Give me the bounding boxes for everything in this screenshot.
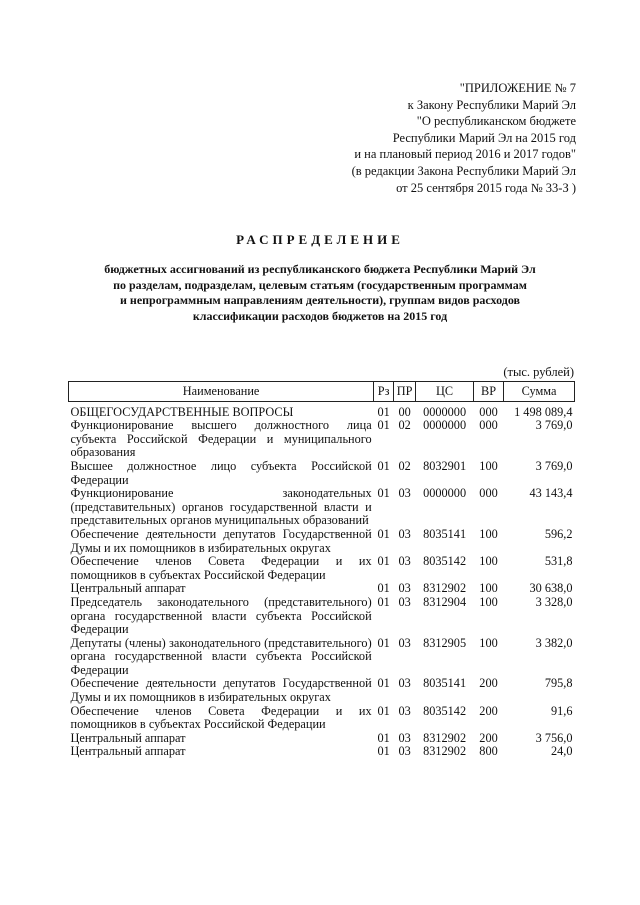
cell-pr: 02 xyxy=(398,418,411,433)
cell-rz: 01 xyxy=(377,554,390,569)
cell-pr: 03 xyxy=(398,676,411,691)
cell-vr: 200 xyxy=(479,730,498,745)
cell-pr: 03 xyxy=(398,526,411,541)
cell-rz: 01 xyxy=(377,486,390,501)
cell-name: Функционирование высшего должностного лица субъекта Российской Федерации и муниципального образования xyxy=(70,418,372,460)
document-title: РАСПРЕДЕЛЕНИЕ xyxy=(236,232,404,247)
cell-name: Высшее должностное лицо субъекта Российской Федерации xyxy=(70,458,372,487)
cell-vr: 100 xyxy=(479,526,498,541)
cell-cs: 8032901 xyxy=(423,458,467,473)
annex-header-line: "О республиканском бюджете xyxy=(416,114,576,129)
cell-rz: 01 xyxy=(377,744,390,759)
cell-vr: 100 xyxy=(479,458,498,473)
cell-cs: 8035142 xyxy=(423,554,467,569)
cell-name: Центральный аппарат xyxy=(70,581,186,596)
cell-cs: 8312904 xyxy=(423,594,467,609)
cell-sum: 3 382,0 xyxy=(535,635,573,650)
cell-rz: 01 xyxy=(377,581,390,596)
cell-pr: 03 xyxy=(398,703,411,718)
cell-vr: 100 xyxy=(479,554,498,569)
cell-rz: 01 xyxy=(377,458,390,473)
table-row xyxy=(69,745,575,759)
header-rz: Рз xyxy=(374,382,394,402)
cell-pr: 03 xyxy=(398,554,411,569)
cell-vr: 100 xyxy=(479,594,498,609)
header-vr: ВР xyxy=(474,382,504,402)
cell-cs: 8035142 xyxy=(423,703,467,718)
cell-cs: 8312905 xyxy=(423,635,467,650)
cell-pr: 03 xyxy=(398,730,411,745)
cell-sum: 30 638,0 xyxy=(529,581,573,596)
table-row xyxy=(69,555,575,582)
table-header-row xyxy=(69,382,575,402)
table-row xyxy=(69,419,575,460)
cell-sum: 531,8 xyxy=(544,554,573,569)
table-row xyxy=(69,637,575,678)
cell-cs: 0000000 xyxy=(423,486,467,501)
cell-name: Обеспечение членов Совета Федерации и их помощников в субъектах Российской Федерации xyxy=(70,703,372,732)
header-pr: ПР xyxy=(394,382,416,402)
cell-vr: 100 xyxy=(479,581,498,596)
cell-pr: 00 xyxy=(398,404,411,419)
cell-name: Обеспечение членов Совета Федерации и их помощников в субъектах Российской Федерации xyxy=(70,554,372,582)
cell-name: Функционирование законодательных (представительных) органов государственной власти и представительных органов муниципальных образований xyxy=(70,486,372,528)
table-row xyxy=(69,401,575,419)
cell-pr: 03 xyxy=(398,581,411,596)
table-row xyxy=(69,528,575,555)
cell-name: Председатель законодательного (представительного) органа государственной власти субъекта Российской Федерации xyxy=(70,594,372,637)
cell-cs: 8312902 xyxy=(423,730,467,745)
cell-sum: 3 769,0 xyxy=(535,458,573,473)
cell-name: Депутаты (члены) законодательного (представительного) органа государственной власти субъекта Российской Федерации xyxy=(70,635,372,677)
subtitle-line: классификации расходов бюджетов на 2015 год xyxy=(192,308,448,323)
table-row xyxy=(69,582,575,596)
document-subtitle xyxy=(70,262,570,324)
annex-header-line: от 25 сентября 2015 года № 33-З ) xyxy=(396,180,576,195)
annex-header-line: (в редакции Закона Республики Марий Эл xyxy=(351,163,576,178)
table-row xyxy=(69,705,575,732)
cell-rz: 01 xyxy=(377,526,390,541)
cell-rz: 01 xyxy=(377,635,390,650)
cell-name: Обеспечение деятельности депутатов Государственной Думы и их помощников в избирательных округах xyxy=(70,526,372,555)
cell-sum: 795,8 xyxy=(544,676,573,691)
annex-header-line: "ПРИЛОЖЕНИЕ № 7 xyxy=(459,81,576,95)
cell-sum: 91,6 xyxy=(550,703,573,718)
cell-pr: 02 xyxy=(398,458,411,473)
table-body xyxy=(69,401,575,759)
cell-sum: 596,2 xyxy=(544,526,573,541)
cell-vr: 000 xyxy=(479,418,498,433)
cell-vr: 200 xyxy=(479,703,498,718)
cell-vr: 800 xyxy=(479,744,498,759)
table-row xyxy=(69,460,575,487)
cell-pr: 03 xyxy=(398,744,411,759)
header-sum: Сумма xyxy=(504,382,575,402)
annex-header xyxy=(326,80,576,196)
cell-vr: 100 xyxy=(479,635,498,650)
cell-cs: 8035141 xyxy=(423,676,467,691)
cell-rz: 01 xyxy=(377,594,390,609)
table-row xyxy=(69,487,575,528)
cell-name: ОБЩЕГОСУДАРСТВЕННЫЕ ВОПРОСЫ xyxy=(70,404,294,419)
table-row xyxy=(69,677,575,704)
budget-table xyxy=(68,381,575,759)
cell-sum: 24,0 xyxy=(550,744,573,759)
cell-rz: 01 xyxy=(377,676,390,691)
annex-header-line: и на плановый период 2016 и 2017 годов" xyxy=(354,147,576,162)
cell-cs: 0000000 xyxy=(423,404,467,419)
cell-vr: 200 xyxy=(479,676,498,691)
cell-sum: 43 143,4 xyxy=(529,486,573,501)
header-cs: ЦС xyxy=(416,382,474,402)
cell-rz: 01 xyxy=(377,703,390,718)
annex-header-line: Республики Марий Эл на 2015 год xyxy=(392,130,576,145)
cell-sum: 3 769,0 xyxy=(535,418,573,433)
subtitle-line: и непрограммным направлениям деятельности), группам видов расходов xyxy=(119,293,521,308)
cell-rz: 01 xyxy=(377,418,390,433)
cell-rz: 01 xyxy=(377,404,390,419)
cell-vr: 000 xyxy=(479,486,498,501)
units-label: (тыс. рублей) xyxy=(503,365,574,379)
cell-name: Центральный аппарат xyxy=(70,730,186,745)
subtitle-line: бюджетных ассигнований из республиканского бюджета Республики Марий Эл xyxy=(104,262,536,276)
subtitle-line: по разделам, подразделам, целевым статьям (государственным программам xyxy=(113,277,527,292)
cell-cs: 8312902 xyxy=(423,744,467,759)
table-row xyxy=(69,732,575,746)
cell-pr: 03 xyxy=(398,486,411,501)
cell-pr: 03 xyxy=(398,635,411,650)
cell-cs: 8312902 xyxy=(423,581,467,596)
cell-pr: 03 xyxy=(398,594,411,609)
cell-cs: 0000000 xyxy=(423,418,467,433)
cell-cs: 8035141 xyxy=(423,526,467,541)
cell-sum: 3 756,0 xyxy=(535,730,573,745)
cell-sum: 1 498 089,4 xyxy=(514,404,573,419)
cell-name: Центральный аппарат xyxy=(70,744,186,759)
cell-vr: 000 xyxy=(479,404,498,419)
table-row xyxy=(69,596,575,637)
cell-rz: 01 xyxy=(377,730,390,745)
cell-name: Обеспечение деятельности депутатов Государственной Думы и их помощников в избирательных округах xyxy=(70,676,372,705)
cell-sum: 3 328,0 xyxy=(535,594,573,609)
annex-header-line: к Закону Республики Марий Эл xyxy=(407,97,576,112)
header-name: Наименование xyxy=(69,382,374,402)
